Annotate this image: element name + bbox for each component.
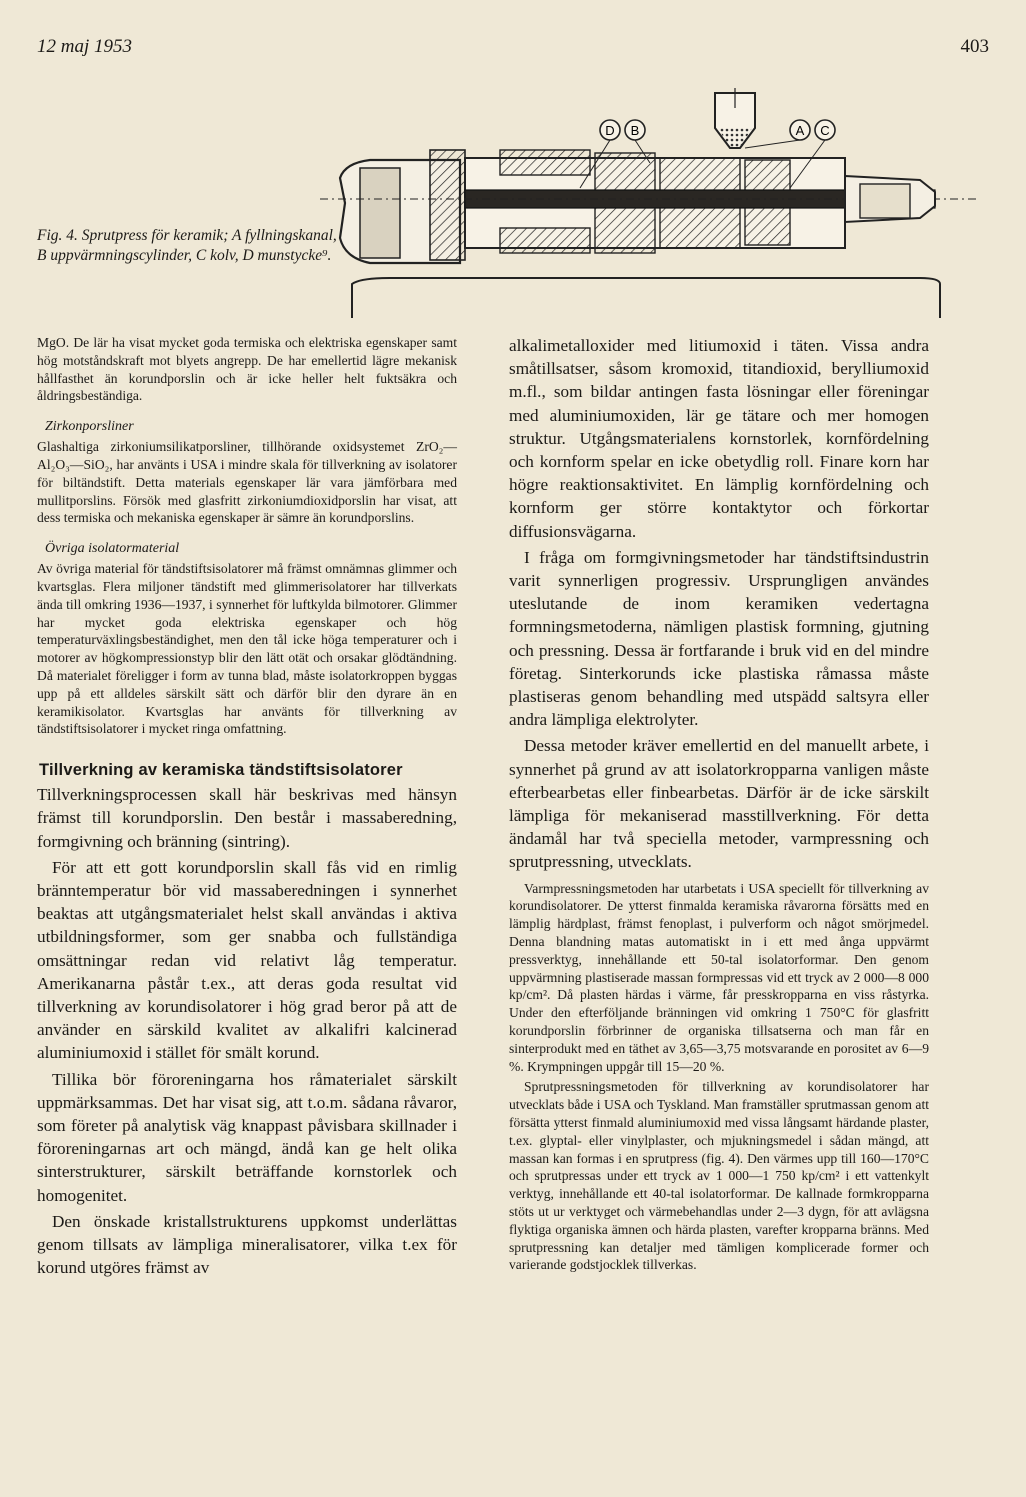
header-date: 12 maj 1953: [37, 36, 132, 57]
label-a: A: [795, 123, 805, 138]
label-c: C: [820, 123, 830, 138]
paragraph-tillverkning: Tillverkningsprocessen skall här beskrivas med hänsyn främst till korundporslin. Den består i massaberedning, formgivning och bränning (sintring).: [37, 785, 457, 851]
paragraph-metoder: Dessa metoder kräver emellertid en del manuellt arbete, i synnerhet på grund av att isolatorkropparna vanligen måste efterbearbetas eller finbearbetas. Därför är de icke särskilt lämpliga för mekaniserad masstillverkning. För detta ändamål har två speciella metoder, varmpressning och sprutpressning, utvecklats.: [509, 736, 929, 872]
paragraph-alkalimetall: alkalimetalloxider med litiumoxid i täten. Vissa andra småtillsatser, såsom kromoxid, titandioxid, berylliumoxid m.fl., som bildar antingen fasta lösningar eller föreningar med aluminiumoxiden, lär ge tätare och mer homogen struktur. Utgångsmaterialens kornstorlek, kornfördelning och kornform spelar en icke obetydlig roll. Finare korn har högre reaktionsaktivitet. En lämplig kornfördelning och kornform ger större kontaktytor och förkortar diffusionsvägarna.: [509, 336, 929, 541]
label-d: D: [605, 123, 615, 138]
paragraph-fororeningar: Tillika bör föroreningarna hos råmaterialet särskilt uppmärksammas. Det har visat sig, att t.o.m. sådana råvaror, som företer på analytisk väg knappast påvisbara skillnader i föroreningarnas art och mängd, ändå kan ge helt olika sinterstrukturer, särskilt beträffande kornstorlek och homogenitet.: [37, 1069, 457, 1205]
paragraph-mgo: MgO. De lär ha visat mycket goda termiska och elektriska egenskaper samt hög motståndskraft mot blyets angrepp. De har emellertid lägre mekanisk hållfasthet än korundporslin och är icke heller helt fuktsäkra och åldringsbeständiga.: [37, 335, 457, 404]
figure-injection-press: [300, 88, 990, 320]
section-title: Tillverkning av keramiska tändstiftsisolatorer: [39, 761, 403, 780]
subheading-ovriga: Övriga isolatormaterial: [45, 541, 180, 557]
injection-press-drawing: [300, 88, 990, 320]
paragraph-kristallstruktur: Den önskade kristallstrukturens uppkomst underlättas genom tillsats av lämpliga mineralisatorer, vilka t.ex för korund utgöres främst av: [37, 1211, 457, 1278]
figure-caption: Fig. 4. Sprutpress för keramik; A fyllningskanal, B uppvärmningscylinder, C kolv, D munstycke⁹.: [37, 227, 337, 264]
paragraph-varmpressning: Varmpressningsmetoden har utarbetats i USA speciellt för tillverkning av korundisolatorer. De ytterst finmalda keramiska råvarorna försätts med en lämplig härdplast, främst fenoplast, i pulverform och något smörjmedel. Denna blandning matas automatiskt in i ett med ånga uppvärmt pressverktyg, innehållande ett 50-tal isolatorformar. Den genom uppvärmning plastiserade massan formpressas vid ett tryck av 2 000—8 000 kp/cm². Då plasten härdas i värme, får presskropparna en viss råstyrka. Under den efterföljande bränningen vid omkring 1 750°C för glasfritt korundporslin förbrinner de organiska tillsatserna och man får en sinterprodukt med en täthet av 3,65—3,75 motsvarande en porositet av 6—9 %. Krympningen uppgår till 15—20 %.: [509, 880, 929, 1074]
paragraph-korundporslin: För att ett gott korundporslin skall fås vid en rimlig bränntemperatur bör vid massaberedningen i synnerhet beaktas att utgångsmaterialet helst skall användas i aktiva utbildningsformer, som ger snabba och fullständiga omsättningar redan vid relativt låg temperatur. Amerikanarna påstår t.ex., att deras goda resultat vid tillverkning av korundisolatorer i hög grad beror på att de använder en särskild kvalitet av alkalifri kalcinerad aluminiumoxid i stället för smält korund.: [37, 857, 457, 1063]
paragraph-formgivning: I fråga om formgivningsmetoder har tändstiftsindustrin varit synnerligen progressiv. Ursprungligen användes uteslutande de inom keramiken vedertagna formningsmetoderna, nämligen plastisk formning, gjutning och pressning. Dessa är fortfarande i bruk vid en del mindre företag. Sinterkorunds icke plastiska råmassa måste plastiseras genom behandling med utspädd saltsyra eller andra lämpliga elektrolyter.: [509, 547, 929, 730]
paragraph-zirkon: Glashaltiga zirkoniumsilikatporsliner, tillhörande oxidsystemet ZrO₂—Al₂O₃—SiO₂, har använts i USA i mindre skala för tillverkning av isolatorer för biltändstift. Detta materials egenskaper lär vara jämförbara med mullitporslins. Försök med glasfritt zirkoniumdioxidporslin har visat, att dess termiska och mekaniska egenskaper är sämre än korundporslins.: [37, 439, 457, 526]
label-b: B: [630, 123, 640, 138]
left-column: [37, 334, 457, 1279]
page-number: 403: [960, 36, 989, 57]
right-column: [509, 334, 929, 1274]
paragraph-sprutpressning: Sprutpressningsmetoden för tillverkning av korundisolatorer har utvecklats både i USA och Tyskland. Man framställer sprutmassan genom att försätta ytterst finmald aluminiumoxid med vissa långsamt härdande plaster, t.ex. glyptal- eller vinylplaster, och mjukningsmedel i sådan mängd, att massan kan formas i en sprutpress (fig. 4). Den värmes upp till 160—170°C och sprutpressas under ett tryck av 1 000—1 750 kp/cm² i ett vattenkylt verktyg, innehållande ett 40-tal isolatorformar. De kallnade formkropparna stöts ut ur verktyget och värmebehandlas under 2—3 dygn, för att avlägsna flyktiga organiska ämnen och härda plasten, varefter kropparna bränns. Med sprutpressning kan detaljer med tämligen komplicerade former och varierande godstjocklek tillverkas.: [509, 1079, 929, 1273]
subheading-zirkonporsliner: Zirkonporsliner: [45, 419, 134, 435]
paragraph-ovriga: Av övriga material för tändstiftsisolatorer må främst omnämnas glimmer och kvartsglas. Flera miljoner tändstift med glimmerisolatorer har tillverkats ända till omkring 1936—1937, i synnerhet för luftkylda bilmotorer. Glimmer har mycket goda elektriska egenskaper och hög temperaturväxlingsbeständighet, men den tål icke höga temperaturer och i motorer av högkompressionstyp blir den lätt otät och orsakar glödtändning. Då materialet föreligger i form av tunna blad, måste isolatorkroppen byggas upp på ett alldeles särskilt sätt och därför blir den dyrare än en keramikisolator. Kvartsglas har använts för tillverkning av tändstiftsisolatorer i mycket ringa omfattning.: [37, 561, 457, 737]
